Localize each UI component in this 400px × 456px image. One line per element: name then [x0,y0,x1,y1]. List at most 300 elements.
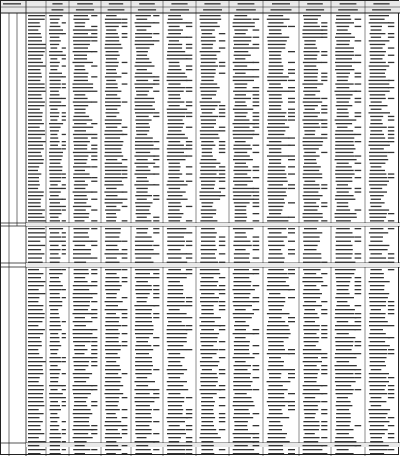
illegible-cell-text [28,249,41,250]
illegible-cell-text [321,76,327,77]
illegible-cell-text [233,405,255,406]
illegible-cell-text [50,373,60,374]
illegible-cell-text [388,22,394,23]
illegible-cell-text [28,209,45,210]
illegible-cell-text [388,116,394,117]
illegible-cell-text [28,365,42,366]
illegible-cell-text [153,33,159,34]
illegible-cell-text [201,257,216,258]
illegible-cell-text [186,181,192,182]
illegible-cell-text [50,37,60,38]
illegible-cell-text [335,55,354,56]
illegible-cell-text [28,293,45,294]
illegible-cell-text [167,317,186,318]
illegible-cell-text [369,209,389,210]
illegible-cell-text [50,449,60,450]
illegible-cell-text [136,445,148,446]
illegible-cell-text [269,65,284,66]
illegible-cell-text [73,301,90,302]
illegible-cell-text [50,65,59,66]
illegible-cell-text [219,188,225,189]
illegible-cell-text [74,94,85,95]
illegible-cell-text [235,337,246,338]
illegible-cell-text [335,145,354,146]
illegible-cell-text [135,277,154,278]
illegible-cell-text [369,373,389,374]
illegible-cell-text [268,134,284,135]
illegible-cell-text [253,105,260,106]
illegible-cell-text [105,236,119,237]
illegible-cell-text [167,232,186,233]
illegible-cell-text [186,80,192,81]
illegible-cell-text [186,112,192,113]
illegible-cell-text [268,236,288,237]
illegible-cell-text [105,357,120,358]
illegible-cell-text [233,305,252,306]
illegible-cell-text [219,429,225,430]
illegible-cell-text [122,62,128,63]
illegible-cell-text [28,55,43,56]
illegible-cell-text [369,155,387,156]
illegible-cell-text [28,202,41,203]
illegible-cell-text [74,273,89,274]
illegible-cell-text [122,220,128,221]
illegible-cell-text [74,98,88,99]
illegible-cell-text [233,123,256,124]
illegible-cell-text [200,297,219,298]
illegible-cell-text [135,22,155,23]
illegible-cell-text [336,401,351,402]
illegible-cell-text [50,325,61,326]
illegible-cell-text [268,26,288,27]
illegible-cell-text [219,170,225,171]
illegible-cell-text [355,62,362,63]
illegible-cell-text [62,112,66,113]
illegible-cell-text [355,425,362,426]
illegible-cell-text [106,245,118,246]
illegible-cell-text [50,119,57,120]
illegible-cell-text [355,293,362,294]
illegible-cell-text [169,65,180,66]
illegible-cell-text [73,91,92,92]
illegible-cell-text [50,309,58,310]
illegible-cell-text [62,357,66,358]
illegible-cell-text [388,377,394,378]
illegible-cell-text [336,177,353,178]
illegible-cell-text [105,199,123,200]
illegible-cell-text [105,377,122,378]
illegible-cell-text [335,357,357,358]
illegible-cell-text [74,47,88,48]
illegible-cell-text [336,166,352,167]
illegible-cell-text [91,285,97,286]
illegible-cell-text [369,421,390,422]
illegible-cell-text [28,381,39,382]
illegible-cell-text [50,137,58,138]
illegible-cell-text [235,232,246,233]
illegible-cell-text [105,163,122,164]
illegible-cell-text [168,257,181,258]
illegible-cell-text [253,389,260,390]
illegible-cell-text [186,425,192,426]
illegible-cell-text [50,297,61,298]
illegible-cell-text [135,421,152,422]
illegible-cell-text [105,389,119,390]
illegible-cell-text [105,397,119,398]
illegible-cell-text [335,22,354,23]
illegible-cell-text [28,15,45,16]
illegible-cell-text [167,449,185,450]
illegible-cell-text [50,69,57,70]
illegible-cell-text [234,184,247,185]
illegible-cell-text [106,116,116,117]
illegible-cell-text [105,166,122,167]
illegible-cell-text [200,22,217,23]
illegible-cell-text [272,3,290,4]
illegible-cell-text [91,337,97,338]
illegible-cell-text [369,65,390,66]
illegible-cell-text [335,313,354,314]
illegible-cell-text [233,109,253,110]
illegible-cell-text [304,345,316,346]
illegible-cell-text [369,449,388,450]
illegible-cell-text [268,341,283,342]
illegible-cell-text [168,269,181,270]
illegible-cell-text [336,87,349,88]
illegible-cell-text [28,397,43,398]
illegible-cell-text [153,369,159,370]
illegible-cell-text [122,309,128,310]
illegible-cell-text [219,357,225,358]
illegible-cell-text [288,184,295,185]
illegible-cell-text [201,58,218,59]
illegible-cell-text [168,47,182,48]
illegible-cell-text [355,134,362,135]
illegible-cell-text [335,329,356,330]
illegible-cell-text [136,116,149,117]
illegible-cell-text [28,80,40,81]
illegible-cell-text [186,297,192,298]
illegible-cell-text [153,285,159,286]
illegible-cell-text [269,101,283,102]
illegible-cell-text [234,269,249,270]
illegible-cell-text [219,349,225,350]
illegible-cell-text [169,220,181,221]
illegible-cell-text [75,317,86,318]
illegible-cell-text [135,417,152,418]
illegible-cell-text [136,228,148,229]
illegible-cell-text [169,177,180,178]
illegible-cell-text [253,123,260,124]
illegible-cell-text [201,188,214,189]
illegible-cell-text [388,26,394,27]
illegible-cell-text [135,361,152,362]
illegible-cell-text [219,385,225,386]
illegible-cell-text [234,345,249,346]
illegible-cell-text [106,413,115,414]
illegible-cell-text [200,433,218,434]
illegible-cell-text [336,245,353,246]
illegible-cell-text [253,245,260,246]
illegible-cell-text [135,40,154,41]
illegible-cell-text [91,309,97,310]
illegible-cell-text [304,148,319,149]
illegible-cell-text [50,83,61,84]
illegible-cell-text [106,273,117,274]
illegible-cell-text [186,44,192,45]
illegible-cell-text [268,281,286,282]
illegible-cell-text [122,253,128,254]
illegible-cell-text [28,433,44,434]
illegible-cell-text [168,130,181,131]
illegible-cell-text [370,76,386,77]
illegible-cell-text [62,401,66,402]
illegible-cell-text [167,333,188,334]
illegible-cell-text [167,253,187,254]
illegible-cell-text [168,385,184,386]
illegible-cell-text [200,65,218,66]
illegible-cell-text [253,94,260,95]
illegible-cell-text [28,19,45,20]
illegible-cell-text [74,289,90,290]
illegible-cell-text [201,141,213,142]
illegible-cell-text [136,15,151,16]
illegible-cell-text [28,29,38,30]
illegible-cell-text [267,155,289,156]
illegible-cell-text [28,22,40,23]
illegible-cell-text [269,51,282,52]
illegible-cell-text [268,405,285,406]
illegible-cell-text [50,425,59,426]
illegible-cell-text [370,220,384,221]
illegible-cell-text [168,98,180,99]
illegible-cell-text [169,441,180,442]
illegible-cell-text [288,62,295,63]
illegible-cell-text [335,119,357,120]
illegible-cell-text [106,26,119,27]
illegible-cell-text [219,369,225,370]
illegible-cell-text [137,177,148,178]
illegible-cell-text [233,401,254,402]
illegible-cell-text [234,409,249,410]
illegible-cell-text [336,123,352,124]
illegible-cell-text [105,152,122,153]
illegible-cell-text [73,127,94,128]
illegible-cell-text [370,341,385,342]
illegible-cell-text [321,393,327,394]
illegible-cell-text [153,199,159,200]
illegible-cell-text [304,301,316,302]
illegible-cell-text [219,301,225,302]
illegible-cell-text [49,73,62,74]
illegible-cell-text [388,433,394,434]
illegible-cell-text [28,232,45,233]
illegible-cell-text [201,277,213,278]
illegible-cell-text [106,109,117,110]
illegible-cell-text [253,188,260,189]
illegible-cell-text [105,381,120,382]
illegible-cell-text [335,91,357,92]
illegible-cell-text [288,269,295,270]
illegible-cell-text [336,44,349,45]
illegible-cell-text [74,209,86,210]
illegible-cell-text [75,245,86,246]
illegible-cell-text [303,51,319,52]
illegible-cell-text [304,413,315,414]
illegible-cell-text [106,429,118,430]
illegible-cell-text [153,83,159,84]
illegible-cell-text [74,123,87,124]
illegible-cell-text [233,188,254,189]
illegible-cell-text [49,385,63,386]
illegible-cell-text [169,62,180,63]
illegible-cell-text [321,453,327,454]
illegible-cell-text [335,353,355,354]
illegible-cell-text [28,173,41,174]
illegible-cell-text [355,170,362,171]
illegible-cell-text [202,397,213,398]
illegible-cell-text [201,305,213,306]
illegible-cell-text [105,369,121,370]
illegible-cell-text [153,317,159,318]
illegible-cell-text [202,369,212,370]
illegible-cell-text [73,206,91,207]
illegible-cell-text [28,337,40,338]
illegible-cell-text [235,425,248,426]
illegible-cell-text [28,353,39,354]
illegible-cell-text [167,112,186,113]
illegible-cell-text [169,425,180,426]
illegible-cell-text [388,425,394,426]
illegible-cell-text [233,228,254,229]
illegible-cell-text [268,349,285,350]
illegible-cell-text [137,217,147,218]
illegible-cell-text [136,213,151,214]
illegible-cell-text [288,405,295,406]
illegible-cell-text [336,305,350,306]
illegible-cell-text [234,413,250,414]
illegible-cell-text [50,277,59,278]
illegible-cell-text [106,62,119,63]
illegible-cell-text [50,184,57,185]
illegible-cell-text [186,413,192,414]
illegible-cell-text [234,166,248,167]
illegible-cell-text [219,241,225,242]
illegible-cell-text [369,377,386,378]
illegible-cell-text [134,397,155,398]
illegible-cell-text [168,206,182,207]
illegible-cell-text [28,269,39,270]
illegible-cell-text [73,134,92,135]
illegible-cell-text [369,141,389,142]
illegible-cell-text [303,329,319,330]
illegible-cell-text [304,73,318,74]
illegible-cell-text [369,91,390,92]
illegible-cell-text [268,257,285,258]
illegible-cell-text [28,87,45,88]
illegible-cell-text [28,191,44,192]
illegible-cell-text [253,119,260,120]
illegible-cell-text [370,417,386,418]
illegible-cell-text [219,245,225,246]
illegible-cell-text [91,345,97,346]
illegible-cell-text [335,453,353,454]
illegible-cell-text [304,58,317,59]
illegible-cell-text [136,393,150,394]
illegible-cell-text [235,249,246,250]
illegible-cell-text [73,409,91,410]
illegible-cell-text [335,437,353,438]
illegible-cell-text [302,281,323,282]
illegible-cell-text [303,297,320,298]
illegible-cell-text [336,98,350,99]
illegible-cell-text [50,377,59,378]
illegible-cell-text [201,405,214,406]
illegible-cell-text [122,134,128,135]
illegible-cell-text [269,445,283,446]
illegible-cell-text [219,109,225,110]
illegible-cell-text [337,397,348,398]
illegible-cell-text [336,421,351,422]
illegible-cell-text [28,130,45,131]
illegible-cell-text [371,119,382,120]
illegible-cell-text [233,148,252,149]
illegible-cell-text [253,220,260,221]
illegible-cell-text [167,417,189,418]
illegible-cell-text [304,249,316,250]
illegible-cell-text [50,401,58,402]
illegible-cell-text [304,87,317,88]
illegible-cell-text [62,236,66,237]
illegible-cell-text [49,228,63,229]
illegible-cell-text [50,253,59,254]
illegible-cell-text [28,109,40,110]
illegible-cell-text [201,76,214,77]
illegible-cell-text [136,127,150,128]
illegible-cell-text [304,429,320,430]
illegible-cell-text [200,289,221,290]
illegible-cell-text [201,166,216,167]
illegible-cell-text [186,317,192,318]
illegible-cell-text [371,437,383,438]
illegible-cell-text [267,80,287,81]
illegible-cell-text [268,206,283,207]
illegible-cell-text [105,137,120,138]
illegible-cell-text [235,393,247,394]
illegible-cell-text [303,166,321,167]
illegible-cell-text [50,80,61,81]
illegible-cell-text [105,393,124,394]
illegible-cell-text [73,241,93,242]
illegible-cell-text [268,361,284,362]
illegible-cell-text [253,269,260,270]
illegible-cell-text [28,76,42,77]
illegible-cell-text [28,170,38,171]
illegible-cell-text [74,105,89,106]
illegible-cell-text [233,417,253,418]
illegible-cell-text [307,3,323,4]
illegible-cell-text [62,389,66,390]
illegible-cell-text [370,285,385,286]
illegible-cell-text [369,409,391,410]
illegible-cell-text [305,417,315,418]
illegible-cell-text [167,313,187,314]
illegible-cell-text [336,40,350,41]
illegible-cell-text [269,253,283,254]
illegible-cell-text [135,441,155,442]
illegible-cell-text [335,441,357,442]
illegible-cell-text [219,116,225,117]
